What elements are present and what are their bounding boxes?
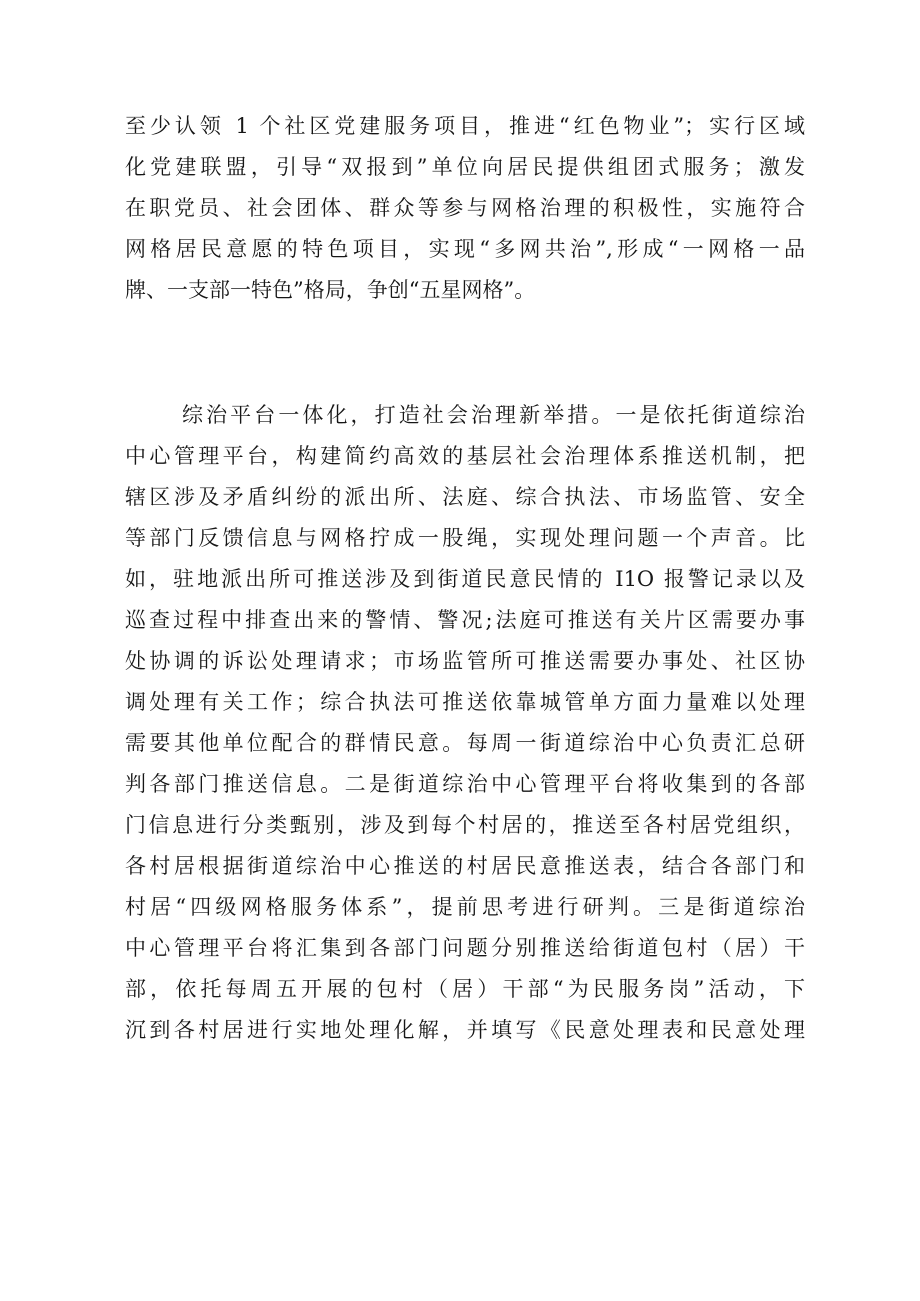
paragraph-2-line-9: 需要其他单位配合的群情民意。每周一街道综治中心负责汇总研	[125, 731, 805, 755]
paragraph-2-line-3: 辖区涉及矛盾纠纷的派出所、法庭、综合执法、市场监管、安全	[125, 485, 805, 509]
paragraph-2-line-2: 中心管理平台，构建简约高效的基层社会治理体系推送机制，把	[125, 444, 805, 468]
paragraph-2-line-12: 各村居根据街道综治中心推送的村居民意推送表，结合各部门和	[125, 854, 805, 878]
paragraph-2-line-6: 巡查过程中排查出来的警情、警况;法庭可推送有关片区需要办事	[125, 608, 805, 632]
paragraph-2-line-13: 村居“四级网格服务体系”，提前思考进行研判。三是街道综治	[125, 895, 805, 919]
paragraph-2-line-5: 如，驻地派出所可推送涉及到街道民意民情的 I1O 报警记录以及	[125, 567, 805, 591]
paragraph-1	[125, 106, 805, 311]
paragraph-2-line-14: 中心管理平台将汇集到各部门问题分别推送给街道包村（居）干	[125, 936, 805, 960]
paragraph-1-line-5: 牌、一支部一特色”格局，争创“五星网格”。	[125, 278, 536, 302]
paragraph-2-line-16: 沉到各村居进行实地处理化解，并填写《民意处理表和民意处理	[125, 1018, 805, 1042]
paragraph-2-line-4: 等部门反馈信息与网格拧成一股绳，实现处理问题一个声音。比	[125, 526, 805, 550]
paragraph-2	[125, 395, 805, 1051]
paragraph-1-line-2: 化党建联盟，引导“双报到”单位向居民提供组团式服务；激发	[125, 155, 805, 179]
paragraph-2-line-10: 判各部门推送信息。二是街道综治中心管理平台将收集到的各部	[125, 772, 805, 796]
paragraph-1-line-4: 网格居民意愿的特色项目，实现“多网共治”,形成“一网格一品	[125, 237, 805, 261]
paragraph-2-line-1: 综治平台一体化，打造社会治理新举措。一是依托街道综治	[182, 403, 805, 427]
paragraph-1-line-1: 至少认领 1 个社区党建服务项目，推进“红色物业”；实行区域	[125, 114, 805, 138]
paragraph-2-line-11: 门信息进行分类甄别，涉及到每个村居的，推送至各村居党组织，	[125, 813, 805, 837]
paragraph-1-line-3: 在职党员、社会团体、群众等参与网格治理的积极性，实施符合	[125, 196, 805, 220]
paragraph-2-line-7: 处协调的诉讼处理请求；市场监管所可推送需要办事处、社区协	[125, 649, 805, 673]
paragraph-2-line-15: 部，依托每周五开展的包村（居）干部“为民服务岗”活动，下	[125, 977, 805, 1001]
paragraph-2-line-8: 调处理有关工作；综合执法可推送依靠城管单方面力量难以处理	[125, 690, 805, 714]
